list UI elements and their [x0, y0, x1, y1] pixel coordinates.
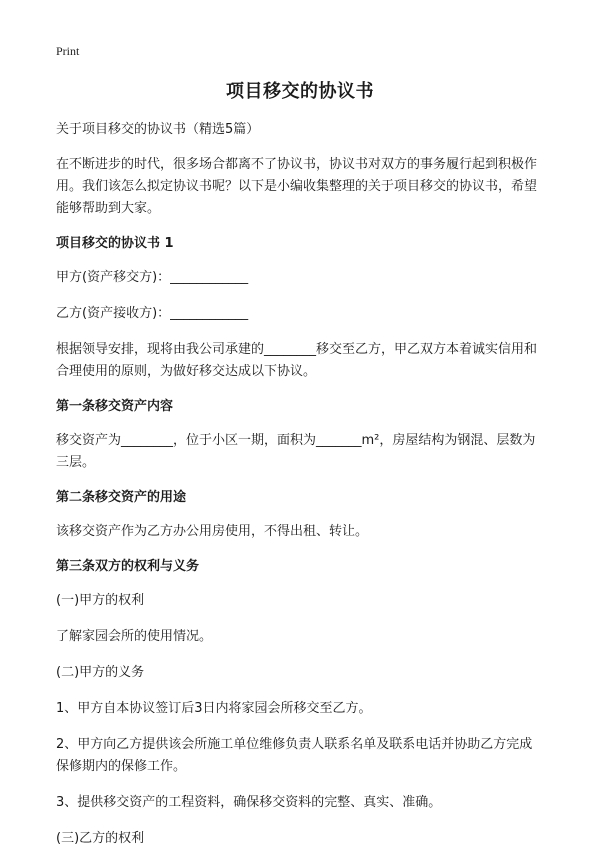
article-2-text: 该移交资产作为乙方办公用房使用，不得出租、转让。 [56, 524, 369, 539]
party-a-line: 甲方(资产移交方)：____________ [56, 270, 249, 285]
party-b-line: 乙方(资产接收方)：____________ [56, 306, 249, 321]
duty-item-1: 1、甲方自本协议签订后3日内将家园会所移交至乙方。 [56, 701, 372, 716]
duty-item-2: 2、甲方向乙方提供该会所施工单位维修负责人联系名单及联系电话并协助乙方完成保修期内的保修工作。 [56, 737, 533, 774]
print-link[interactable]: Print [56, 44, 80, 58]
article-1-text: 移交资产为________，位于小区一期，面积为_______m²，房屋结构为钢混、层数为三层。 [56, 433, 536, 470]
agreement-paragraph: 根据领导安排，现将由我公司承建的________移交至乙方，甲乙双方本着诚实信用和合理使用的原则，为做好移交达成以下协议。 [56, 342, 538, 379]
article-2-heading: 第二条移交资产的用途 [56, 490, 187, 505]
party-b-rights-label: (三)乙方的权利 [56, 831, 145, 846]
intro-paragraph: 在不断进步的时代，很多场合都离不了协议书，协议书对双方的事务履行起到积极作用。我们该怎么拟定协议书呢？以下是小编收集整理的关于项目移交的协议书，希望能够帮助到大家。 [56, 157, 538, 216]
document-title: 项目移交的协议书 [226, 81, 374, 102]
document-subtitle: 关于项目移交的协议书（精选5篇） [56, 122, 260, 137]
article-1-heading: 第一条移交资产内容 [56, 399, 174, 414]
duty-item-3: 3、提供移交资产的工程资料，确保移交资料的完整、真实、准确。 [56, 795, 442, 810]
party-a-duties-label: (二)甲方的义务 [56, 665, 145, 680]
party-a-rights-label: (一)甲方的权利 [56, 593, 145, 608]
section-heading: 项目移交的协议书 1 [56, 236, 174, 251]
article-3-heading: 第三条双方的权利与义务 [56, 559, 200, 574]
party-a-rights-text: 了解家园会所的使用情况。 [56, 629, 213, 644]
